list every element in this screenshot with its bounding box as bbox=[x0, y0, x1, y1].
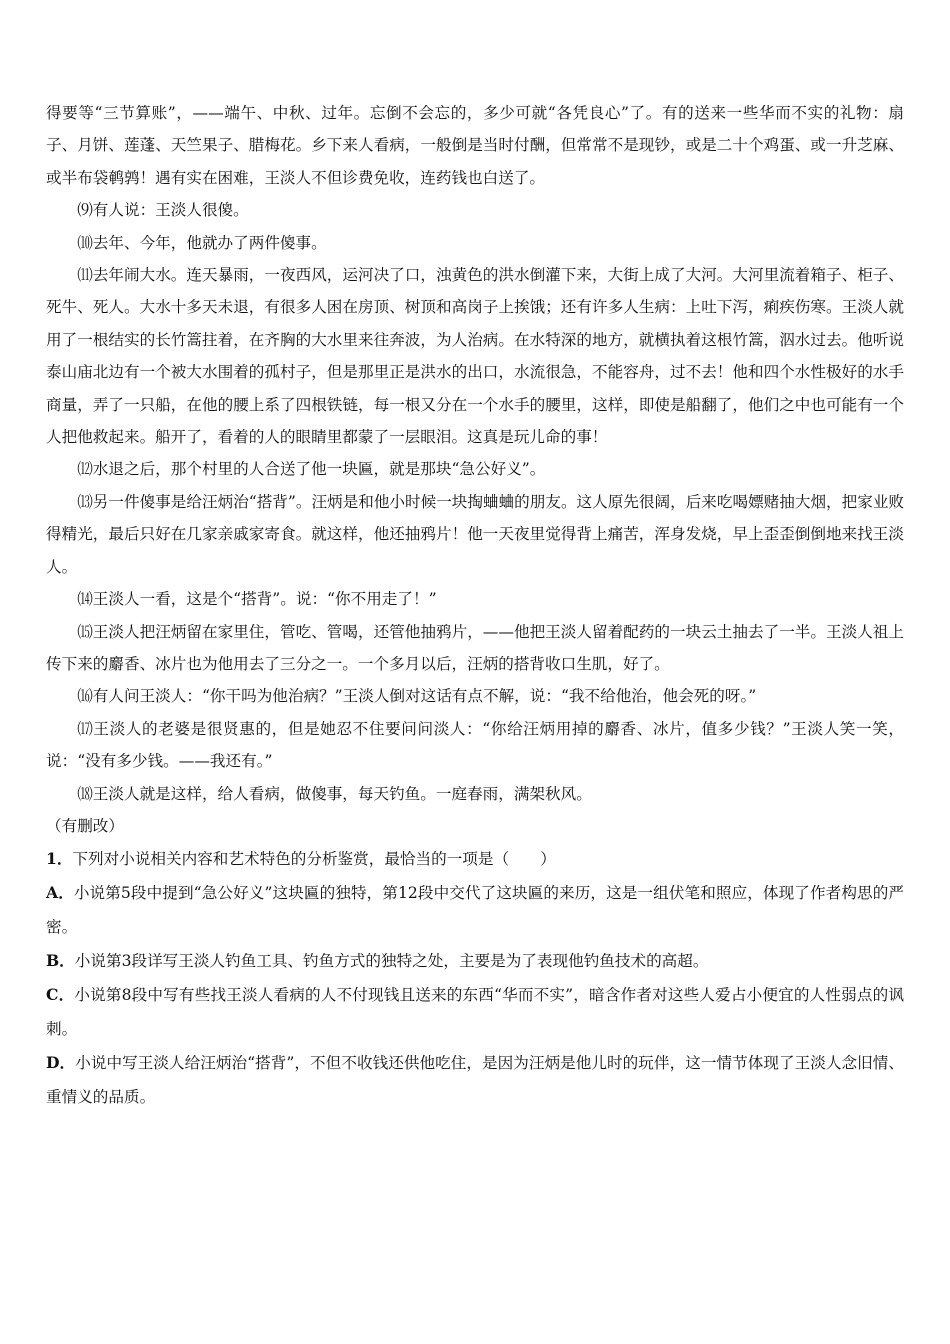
question-number: 1． bbox=[46, 849, 73, 869]
option-label: D． bbox=[46, 1053, 76, 1073]
paragraph-11: ⑾去年闹大水。连天暴雨，一夜西风，运河决了口，浊黄色的洪水倒灌下来，大街上成了大河。大河里流着箱子、柜子、死牛、死人。大水十多天未退，有很多人困在房顶、树顶和高岗子上挨饿；还有许多人生病：上吐下泻，痢疾伤寒。王淡人就用了一根结实的长竹篙拄着，在齐胸的大水里来往奔波，为人治病。在水特深的地方，就横执着这根竹篙，泅水过去。他听说泰山庙北边有一个被大水围着的孤村子，但是那里正是洪水的出口，水流很急，不能容舟，过不去！他和四个水性极好的水手商量，弄了一只船，在他的腰上系了四根铁链，每一根又分在一个水手的腰里，这样，即使是船翻了，他们之中也可能有一个人把他救起来。船开了，看着的人的眼睛里都蒙了一层眼泪。这真是玩儿命的事！ bbox=[46, 266, 904, 447]
paragraph-16: ⒃有人问王淡人：“你干吗为他治病？”王淡人倒对这话有点不解，说：“我不给他治，他会死的呀。” bbox=[77, 687, 757, 706]
option-d[interactable] bbox=[46, 1046, 904, 1114]
option-text: 小说第5段中提到“急公好义”这块匾的独特，第12段中交代了这块匾的来历，这是一组伏笔和照应，体现了作者构思的严密。 bbox=[46, 884, 904, 937]
paragraph-12: ⑿水退之后，那个村里的人合送了他一块匾，就是那块“急公好义”。 bbox=[77, 460, 546, 479]
option-label: A． bbox=[46, 883, 74, 903]
option-c[interactable] bbox=[46, 978, 904, 1046]
paragraph-10: ⑽去年、今年，他就办了两件傻事。 bbox=[77, 233, 327, 252]
question-text: 下列对小说相关内容和艺术特色的分析鉴赏，最恰当的一项是（ ） bbox=[72, 850, 556, 869]
option-text: 小说中写王淡人给汪炳治“搭背”，不但不收钱还供他吃住，是因为汪炳是他儿时的玩伴，这一情节体现了王淡人念旧情、重情义的品质。 bbox=[46, 1054, 904, 1107]
option-text: 小说第8段中写有些找王淡人看病的人不付现钱且送来的东西“华而不实”，暗含作者对这些人爱占小便宜的人性弱点的讽刺。 bbox=[46, 986, 904, 1039]
option-b[interactable] bbox=[46, 944, 904, 978]
option-label: C． bbox=[46, 985, 75, 1005]
option-label: B． bbox=[46, 951, 75, 971]
paragraph-18: ⒅王淡人就是这样，给人看病，做傻事，每天钓鱼。一庭春雨，满架秋风。 bbox=[77, 784, 592, 803]
edit-note: （有删改） bbox=[46, 816, 124, 835]
question-stem bbox=[46, 842, 904, 876]
paragraph-17: ⒄王淡人的老婆是很贤惠的，但是她忍不住要问问淡人：“你给汪炳用掉的麝香、冰片，值多少钱？”王淡人笑一笑，说：“没有多少钱。——我还有。” bbox=[46, 719, 904, 771]
option-text: 小说第3段详写王淡人钓鱼工具、钓鱼方式的独特之处，主要是为了表现他钓鱼技术的高超。 bbox=[74, 952, 709, 971]
paragraph-13: ⒀另一件傻事是给汪炳治“搭背”。汪炳是和他小时候一块掏蛐蛐的朋友。这人原先很阔，后来吃喝嫖赌抽大烟，把家业败得精光，最后只好在几家亲戚家寄食。就这样，他还抽鸦片！他一天夜里觉得背上痛苦，浑身发烧，早上歪歪倒倒地来找王淡人。 bbox=[46, 492, 905, 576]
option-a[interactable] bbox=[46, 876, 904, 944]
paragraph-9: ⑼有人说：王淡人很傻。 bbox=[77, 201, 249, 220]
paragraph-14: ⒁王淡人一看，这是个“搭背”。说：“你不用走了！” bbox=[77, 590, 437, 609]
document-page bbox=[46, 97, 904, 1114]
paragraph-continued: 得要等“三节算账”，——端午、中秋、过年。忘倒不会忘的，多少可就“各凭良心”了。有的送来一些华而不实的礼物：扇子、月饼、莲蓬、天竺果子、腊梅花。乡下来人看病，一般倒是当时付酬，但常常不是现钞，或是二十个鸡蛋、或一升芝麻、或半布袋鹌鹑！遇有实在困难，王淡人不但诊费免收，连药钱也白送了。 bbox=[46, 104, 904, 187]
paragraph-15: ⒂王淡人把汪炳留在家里住，管吃、管喝，还管他抽鸦片，——他把王淡人留着配药的一块云土抽去了一半。王淡人祖上传下来的麝香、冰片也为他用去了三分之一。一个多月以后，汪炳的搭背收口生肌，好了。 bbox=[46, 622, 904, 673]
